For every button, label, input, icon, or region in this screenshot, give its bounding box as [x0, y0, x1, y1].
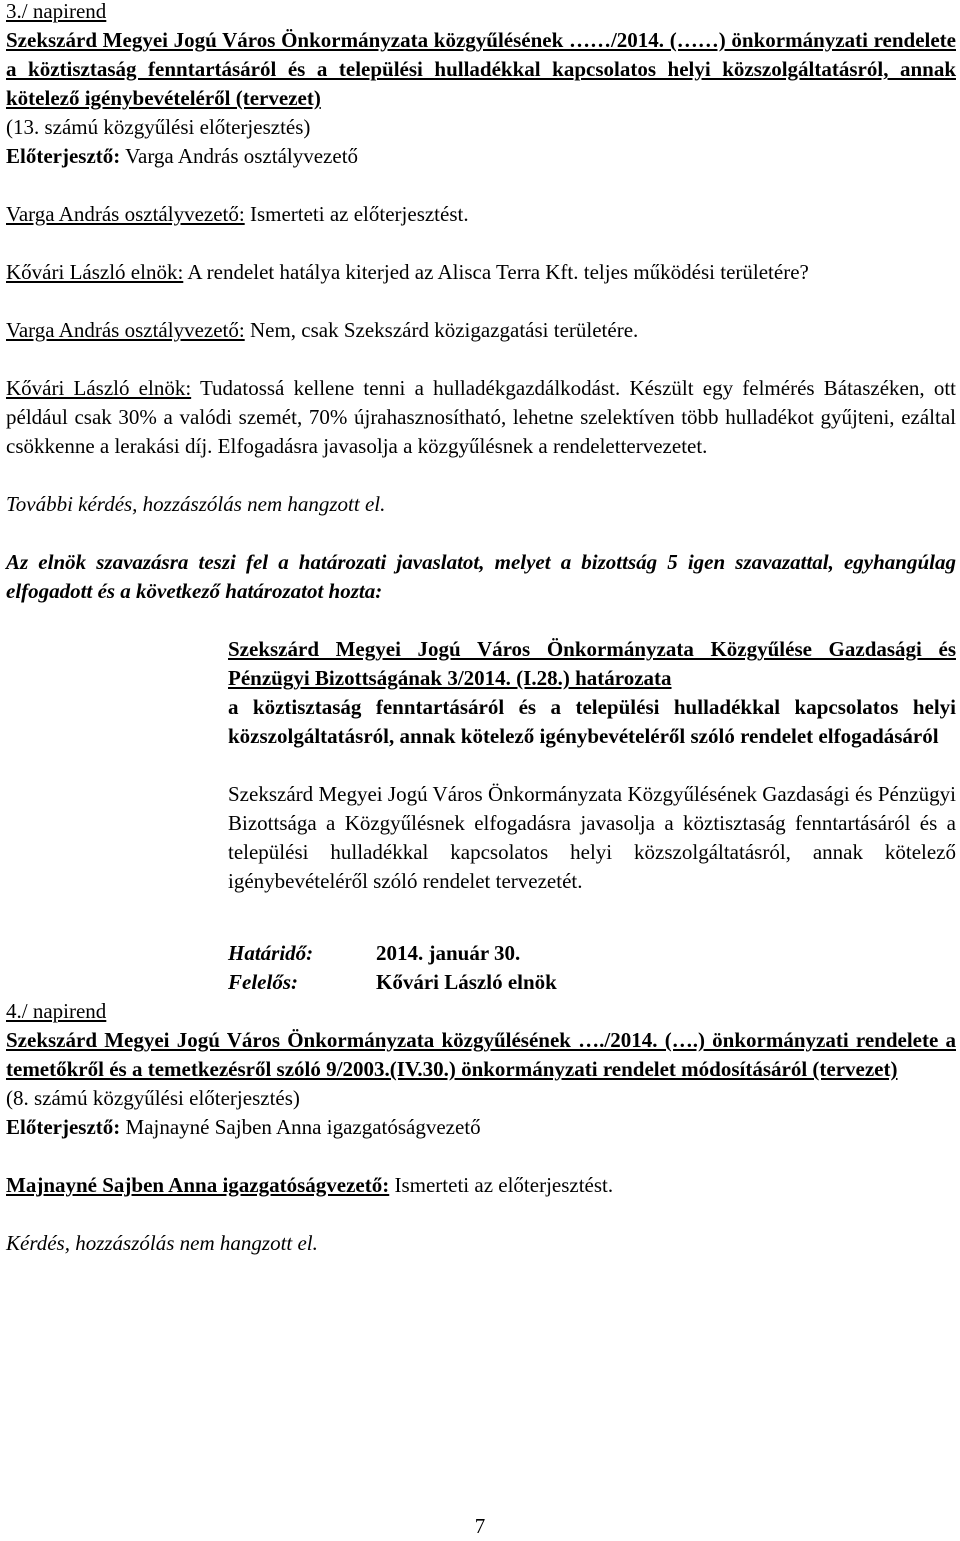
- deadline-value: 2014. január 30.: [376, 941, 521, 965]
- resolution-subject: a köztisztaság fenntartásáról és a települési hulladékkal kapcsolatos helyi közszolgáltatásról, annak kötelező igénybevételéről szóló rendelet elfogadásáról: [228, 695, 956, 748]
- presenter-line-4: [6, 1113, 956, 1142]
- speaker-name: Majnayné Sajben Anna igazgatóságvezető:: [6, 1173, 390, 1197]
- agenda-heading-3: 3./ napirend: [6, 0, 107, 23]
- speaker-name: Varga András osztályvezető:: [6, 318, 245, 342]
- vote-statement: Az elnök szavazásra teszi fel a határozati javaslatot, melyet a bizottság 5 igen szavazattal, egyhangúlag elfogadott és a következő határozatot hozta:: [6, 550, 956, 603]
- presenter-line-3: [6, 142, 956, 171]
- no-more-questions: Kérdés, hozzászólás nem hangzott el.: [6, 1231, 318, 1255]
- speaker-name: Varga András osztályvezető:: [6, 202, 245, 226]
- document-page: [6, 0, 956, 1258]
- agenda-heading-4: 4./ napirend: [6, 999, 107, 1023]
- discussion-entry: [6, 1171, 956, 1200]
- speaker-text: Nem, csak Szekszárd közigazgatási területére.: [249, 318, 639, 342]
- proposal-number-4: (8. számú közgyűlési előterjesztés): [6, 1086, 300, 1110]
- agenda-title-4: Szekszárd Megyei Jogú Város Önkormányzata közgyűlésének …./2014. (….) önkormányzati rendelete a temetőkről és a temetkezésről szóló 9/2003.(IV.30.) önkormányzati rendelet módosításáról (tervezet): [6, 1028, 956, 1081]
- responsible-label: Felelős:: [228, 970, 298, 994]
- responsible-value: Kővári László elnök: [376, 970, 557, 994]
- speaker-text: Tudatossá kellene tenni a hulladékgazdálkodást. Készült egy felmérés Bátaszéken, ott például csak 30% a valódi szemét, 70% újrahasznosítható, lehetne szelektíven több hulladékot gyűjteni, ezáltal csökkenne a lerakási díj. Elfogadásra javasolja a közgyűlésnek a rendelettervezetet.: [6, 376, 956, 458]
- presenter-label: Előterjesztő:: [6, 1115, 121, 1139]
- speaker-text: Ismerteti az előterjesztést.: [249, 202, 469, 226]
- discussion-entry: [6, 374, 956, 461]
- speaker-name: Kővári László elnök:: [6, 260, 184, 284]
- deadline-label: Határidő:: [228, 941, 314, 965]
- deadline-row: [228, 939, 956, 968]
- presenter-name: Varga András osztályvezető: [125, 144, 359, 168]
- discussion-entry: [6, 200, 956, 229]
- agenda-title-3: Szekszárd Megyei Jogú Város Önkormányzata közgyűlésének ……/2014. (……) önkormányzati rendelete a köztisztaság fenntartásáról és a települési hulladékkal kapcsolatos helyi közszolgáltatásról, annak kötelező igénybevételéről (tervezet): [6, 28, 956, 110]
- no-more-questions: További kérdés, hozzászólás nem hangzott el.: [6, 492, 386, 516]
- speaker-name: Kővári László elnök:: [6, 376, 192, 400]
- speaker-text: Ismerteti az előterjesztést.: [394, 1173, 614, 1197]
- presenter-label: Előterjesztő:: [6, 144, 121, 168]
- page-number: 7: [474, 1514, 486, 1538]
- presenter-name: Majnayné Sajben Anna igazgatóságvezető: [125, 1115, 481, 1139]
- proposal-number-3: (13. számú közgyűlési előterjesztés): [6, 115, 311, 139]
- resolution-title: Szekszárd Megyei Jogú Város Önkormányzata Közgyűlése Gazdasági és Pénzügyi Bizottságának 3/2014. (I.28.) határozata: [228, 637, 956, 690]
- resolution-block: [228, 635, 956, 997]
- discussion-entry: [6, 316, 956, 345]
- discussion-entry: [6, 258, 956, 287]
- speaker-text: A rendelet hatálya kiterjed az Alisca Terra Kft. teljes működési területére?: [187, 260, 809, 284]
- responsible-row: [228, 968, 956, 997]
- resolution-body: Szekszárd Megyei Jogú Város Önkormányzata Közgyűlésének Gazdasági és Pénzügyi Bizottsága a Közgyűlésnek elfogadásra javasolja a köztisztaság fenntartásáról és a települési hulladékkal kapcsolatos helyi közszolgáltatásról, annak kötelező igénybevételéről szóló rendelet tervezetét.: [228, 782, 956, 893]
